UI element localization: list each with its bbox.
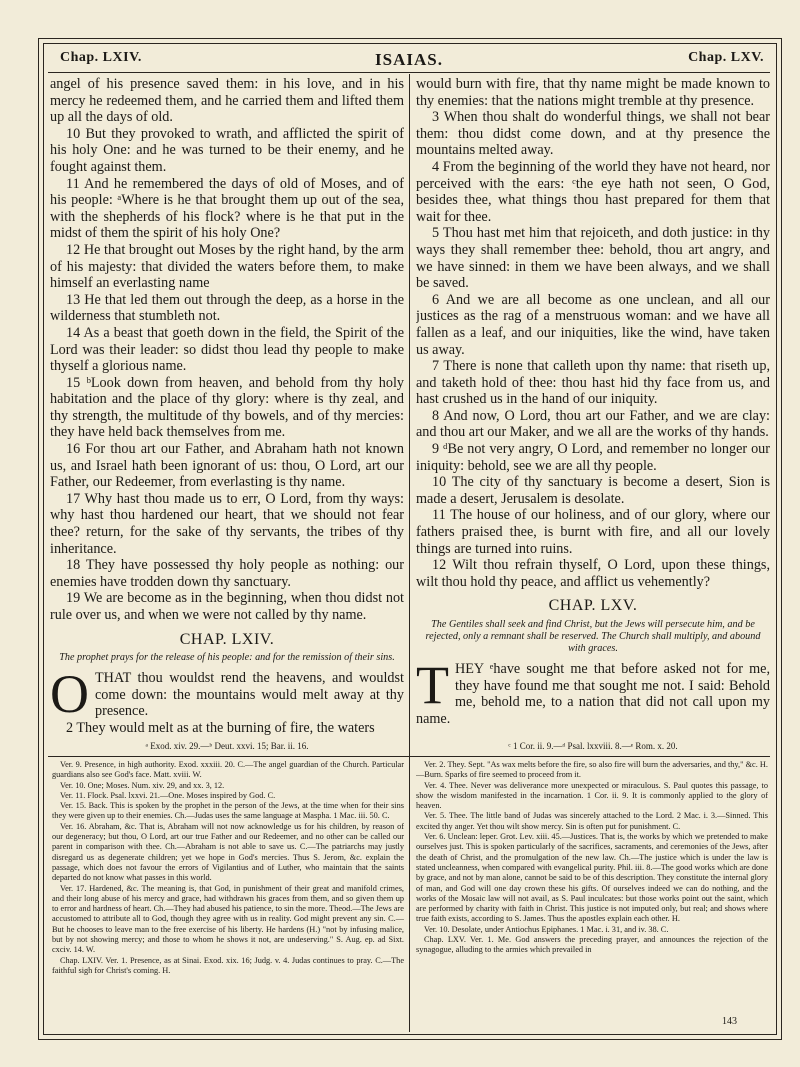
chapter-opening [50,664,404,725]
page-number: 143 [722,1016,737,1027]
verse-paragraph: 11 And he remembered the days of old of Moses, and of his people: ᵃWhere is he that brought them up out of the sea, with the shepherds of his flock? where is he that put in the midst of them the spirit of his holy One? [50,175,404,242]
verse-paragraph: 13 He that led them out through the deep, as a horse in the wilderness that stumbleth not. [50,291,404,325]
drop-cap: O [50,664,89,725]
chapter-right-label: Chap. LXV. [688,50,764,65]
commentary-note: Ver. 5. Thee. The little band of Judas was sincerely attached to the Lord. 2 Mac. i. 3.—Sinned. This excited thy anger. Yet thou wilt show mercy. Sin is often put for punishment. C. [416,811,768,831]
chapter-summary: The Gentiles shall seek and find Christ, but the Jews will persecute him, and be rejected, only a remnant shall be reserved. The Church shall multiply, and abound with graces. [425,619,761,654]
chapter-summary: The prophet prays for the release of his people: and for the remission of their sins. [59,652,395,664]
verse-paragraph: 17 Why hast thou made us to err, O Lord, from thy ways: why hast thou hardened our heart, that we should not fear thee? return, for the sake of thy servants, the tribes of thy inheritance. [50,490,404,557]
verse-paragraph: would burn with fire, that thy name might be made known to thy enemies: that the nations might tremble at thy presence. [416,76,770,109]
chapter-heading: CHAP. LXV. [548,597,638,615]
commentary-note: Chap. LXIV. Ver. 1. Presence, as at Sinai. Exod. xix. 16; Judg. v. 4. Judas continues to pray. C.—The faithful sigh for Christ's coming. H. [52,955,404,975]
verse-paragraph: 14 As a beast that goeth down in the field, the Spirit of the Lord was their leader: so didst thou lead thy people to make thyself a glorious name. [50,324,404,375]
commentary-note: Ver. 9. Presence, in high authority. Exod. xxxiii. 20. C.—The angel guardian of the Church. Particular guardians also see God's face. Matt. xviii. W. [52,760,404,780]
verse-paragraph: 16 For thou art our Father, and Abraham hath not known us, and Israel hath been ignorant of us: thou, O Lord, art our Father, our Redeemer, from everlasting is thy name. [50,441,404,491]
verse-paragraph: 6 And we are all become as one unclean, and all our justices as the rag of a menstruous woman: and we have all fallen as a leaf, and our iniquities, like the wind, have taken us away. [416,291,770,358]
commentary-note: Ver. 6. Unclean: leper. Grot. Lev. xiii. 45.—Justices. That is, the works by which we pretended to make ourselves just. This is spoken particularly of the sacrifices, sacraments, and ceremonies of the Jews, after the death of Christ, and the promulgation of the new law. Ch.—The justice which is under the law is stated uncleanness, when compared with evangelical purity. Phil. iii. 8.—The good works which are done by grace, and not by man alone, cannot be said to be of this description. They constitute the internal glory of man, and God will one day crown these his gifts. Of ourselves indeed we can do nothing, and the works of the Mosaic law will not avail, as S. Paul inculcates: but those works point out the saint, which are performed by charity with faith in Christ. This justice is not imputed only, but real; and shows where true faith exists, according to S. James. Thus the apostles explain each other. H. [416,832,768,924]
verse-paragraph: 3 When thou shalt do wonderful things, we shall not bear them: thou didst come down, and at thy presence the mountains melted away. [416,109,770,159]
commentary-note: Ver. 4. Thee. Never was deliverance more unexpected or miraculous. S. Paul quotes this passage, to show the wisdom manifested in the incarnation. 1 Cor. ii. 9. It is commonly applied to the glory of heaven. [416,780,768,811]
right-column [416,76,770,756]
drop-cap: T [416,655,449,715]
commentary-note: Ver. 17. Hardened, &c. The meaning is, that God, in punishment of their great and manifold crimes, and their long abuse of his mercy and grace, had withdrawn his graces from them, and so given them up to error and hardness of heart. Ch.—They had abused his patience, to sin the more. Theod.—The Jews are accustomed to attribute all to God, though they agree with us in reality. God might prevent any sin. C.—But he chooses to leave man to the free exercise of his liberty. He hardens (H.) "not by infusing malice, but by not showing mercy; and those to whom he shows it not, are undeserving." S. Aug. ep. ad Sixt. cxciv. 14. W. [52,883,404,955]
verse-paragraph: 2 They would melt as at the burning of fire, the waters [66,719,375,736]
cross-reference-right: ᶜ 1 Cor. ii. 9.—ᵈ Psal. lxxviii. 8.—ᵉ Rom. x. 20. [508,741,678,751]
commentary-left [52,760,404,1030]
verse-paragraph: 7 There is none that calleth upon thy name: that riseth up, and taketh hold of thee: thou hast hid thy face from us, and hast crushed us in the hand of our iniquity. [416,358,770,408]
verse-paragraph: 12 He that brought out Moses by the right hand, by the arm of his majesty: that divided the waters before them, to make himself an everlasting name [50,241,404,292]
commentary-note: Ver. 10. Desolate, under Antiochus Epiphanes. 1 Mac. i. 31, and iv. 38. C. [424,924,669,934]
commentary-note: Ver. 2. They. Sept. "As wax melts before the fire, so also fire will burn the adversaries, and thy," &c. H.—Burn. Sparks of fire seemed to proceed from it. [416,760,768,780]
chapter-left-label: Chap. LXIV. [60,50,142,65]
running-header [48,46,770,73]
commentary-right [416,760,768,1030]
commentary-note: Ver. 15. Back. This is spoken by the prophet in the person of the Jews, at the time when for their sins they were given up to their enemies. Ch.—Judas uses the same language at Maspha. 1 Mac. iii. 50. C. [52,801,404,821]
cross-reference-left: ᵃ Exod. xiv. 29.—ᵇ Deut. xxvi. 15; Bar. ii. 16. [145,741,309,751]
verse-paragraph: 10 But they provoked to wrath, and afflicted the spirit of his holy One: and he was turned to be their enemy, and he fought against them. [50,125,404,175]
verse-paragraph: 5 Thou hast met him that rejoiceth, and doth justice: in thy ways they shall remember thee: behold, thou art angry, and we have sinned: in them we have been always, and we shall be saved. [416,225,770,292]
notes-column-divider [409,757,410,1032]
verse-paragraph: 4 From the beginning of the world they have not heard, nor perceived with the ears: ᶜthe eye hath not seen, O God, besides thee, what things thou hast prepared for them that wait for thee. [416,158,770,225]
chapter-heading: CHAP. LXIV. [179,630,275,648]
verse-paragraph: angel of his presence saved them: in his love, and in his mercy he redeemed them, and he carried them and lifted them up all the days of old. [50,76,404,126]
verse-paragraph: 15 ᵇLook down from heaven, and behold from thy holy habitation and the place of thy glory: where is thy zeal, and thy strength, the multitude of thy bowels, and of thy mercies: they have held back themselves from me. [50,374,404,441]
opening-text: THAT thou wouldst rend the heavens, and wouldst come down: the mountains would melt away at thy presence. [95,670,404,720]
verse-paragraph: 9 ᵈBe not very angry, O Lord, and remember no longer our iniquity: behold, see we are all thy people. [416,441,770,474]
verse-paragraph: 11 The house of our holiness, and of our glory, where our fathers praised thee, is burnt with fire, and all our lovely things are turned into ruins. [416,507,770,557]
left-column [50,76,404,756]
opening-text: HEY ᵉhave sought me that before asked not for me, they have found me that sought me not. I said: Behold me, behold me, to a nation that did not call upon my name. [416,661,770,727]
verse-paragraph: 18 They have possessed thy holy people as nothing: our enemies have trodden down thy sanctuary. [50,557,404,590]
commentary-note: Chap. LXV. Ver. 1. Me. God answers the preceding prayer, and announces the rejection of the synagogue, alluding to the armies which prevailed in [416,935,768,955]
commentary-note: Ver. 11. Flock. Psal. lxxvi. 21.—One. Moses inspired by God. C. [60,790,276,800]
verse-paragraph: 12 Wilt thou refrain thyself, O Lord, upon these things, wilt thou hold thy peace, and afflict us vehemently? [416,557,770,590]
verse-paragraph: 10 The city of thy sanctuary is become a desert, Sion is made a desert, Jerusalem is desolate. [416,474,770,507]
chapter-opening [416,655,770,727]
verse-paragraph: 19 We are become as in the beginning, when thou didst not rule over us, and when we were not called by thy name. [50,590,404,623]
commentary-note: Ver. 16. Abraham, &c. That is, Abraham will not now acknowledge us for his children, by reason of our degeneracy; but thou, O Lord, art our true Father and our Redeemer, and no other can be called our parent in comparison with thee. Ch.—Abraham is not able to save us. C.—The patriarchs may justly disregard us as degenerate children; yet we hope in God's mercies. Thus S. Jerom, &c. explain the passage, which does not favour the errors of Vigilantius and of Luther, who maintain that the saints departed do not know what passes in this world. [52,821,404,883]
verse-paragraph: 8 And now, O Lord, thou art our Father, and we are clay: and thou art our Maker, and we all are the works of thy hands. [416,407,770,441]
column-divider [409,74,410,756]
book-title: ISAIAS. [375,50,443,69]
commentary-note: Ver. 10. One; Moses. Num. xiv. 29, and xx. 3, 12. [60,780,225,790]
